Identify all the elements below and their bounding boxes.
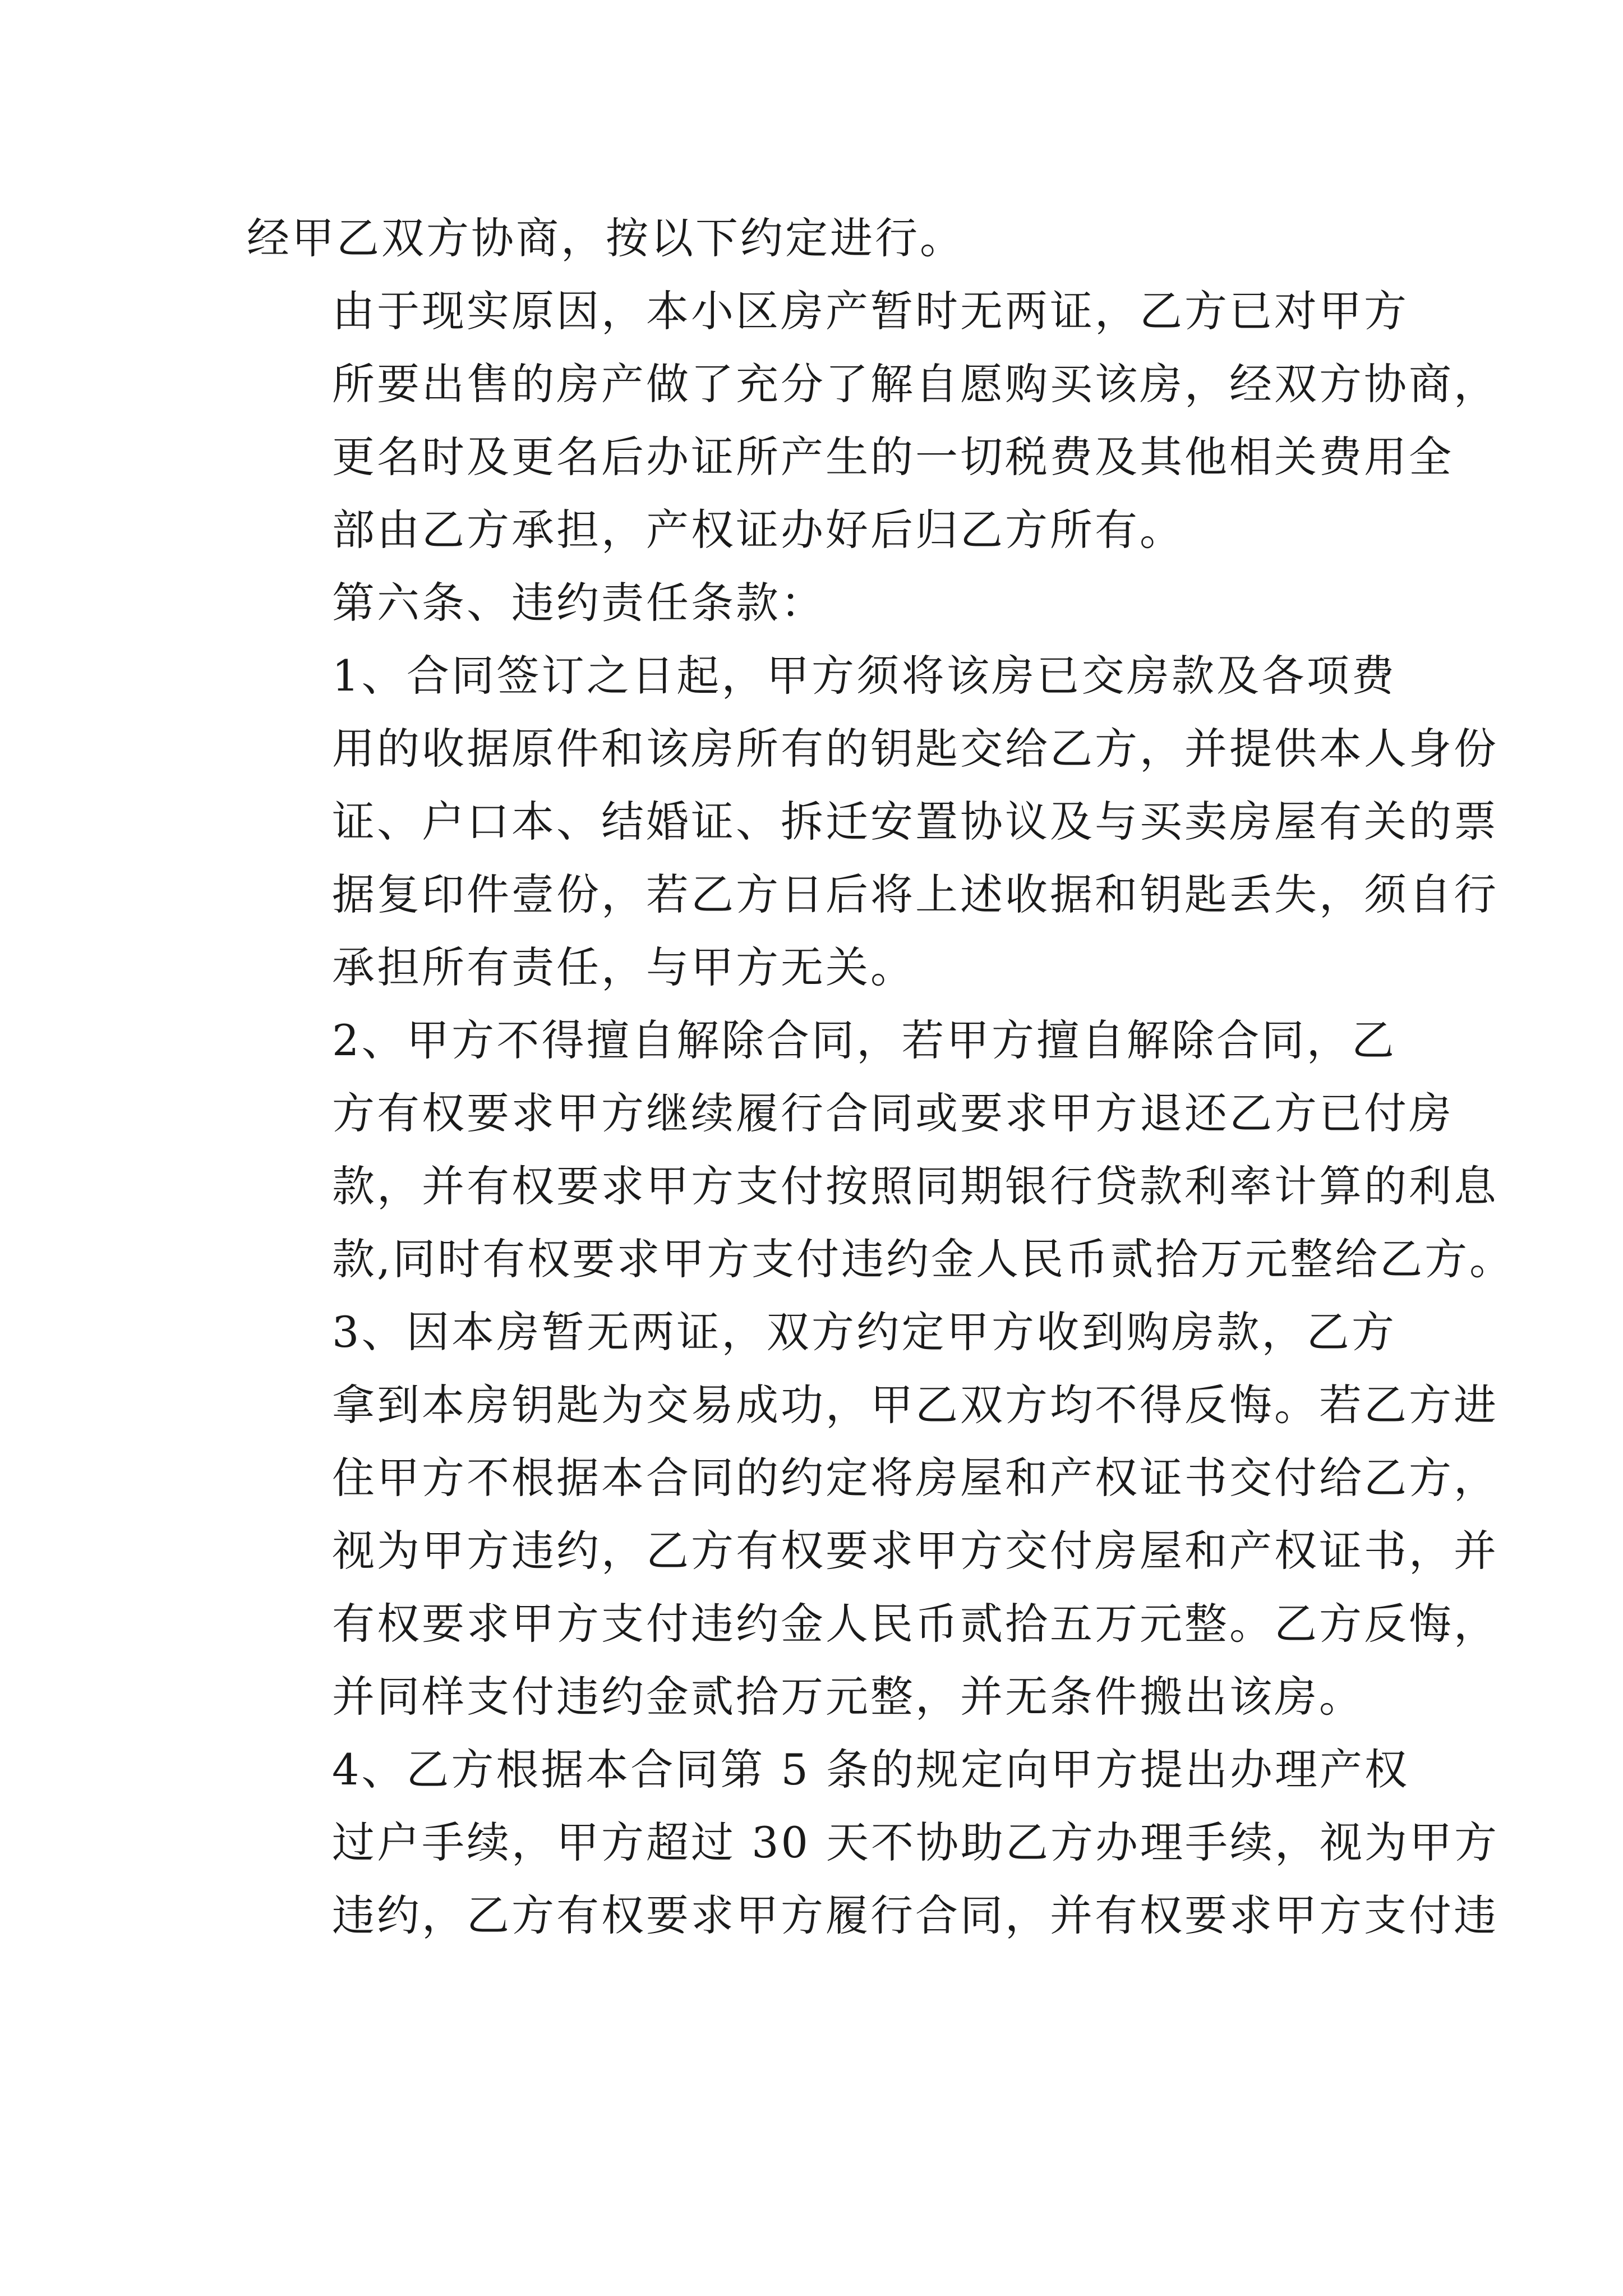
paragraph (247, 1004, 1515, 1296)
document-body (247, 202, 1515, 1952)
text-line: 用的收据原件和该房所有的钥匙交给乙方，并提供本人身份 (332, 724, 1498, 774)
text-line: 并同样支付违约金贰拾万元整，并无条件搬出该房。 (332, 1672, 1364, 1722)
text-line: 款,同时有权要求甲方支付违约金人民币贰拾万元整给乙方。 (332, 1234, 1515, 1284)
text-line: 第六条、违约责任条款： (332, 578, 826, 628)
paragraph (247, 567, 1396, 639)
text-line: 拿到本房钥匙为交易成功，甲乙双方均不得反悔。若乙方进 (332, 1380, 1498, 1430)
paragraph (247, 202, 1396, 275)
text-line: 部由乙方承担，产权证办好后归乙方所有。 (332, 505, 1184, 555)
text-line: 据复印件壹份，若乙方日后将上述收据和钥匙丢失，须自行 (332, 869, 1498, 919)
text-line: 3、因本房暂无两证，双方约定甲方收到购房款，乙方 (332, 1307, 1396, 1357)
text-line: 有权要求甲方支付违约金人民币贰拾五万元整。乙方反悔， (332, 1599, 1498, 1649)
text-line: 视为甲方违约，乙方有权要求甲方交付房屋和产权证书，并 (332, 1526, 1498, 1576)
text-line: 承担所有责任，与甲方无关。 (332, 942, 915, 992)
text-line: 过户手续，甲方超过 30 天不协助乙方办理手续，视为甲方 (332, 1818, 1500, 1867)
text-line: 经甲乙双方协商，按以下约定进行。 (247, 213, 965, 263)
text-line: 1、合同签订之日起，甲方须将该房已交房款及各项费 (332, 651, 1396, 701)
text-line: 方有权要求甲方继续履行合同或要求甲方退还乙方已付房 (332, 1088, 1454, 1138)
text-line: 违约，乙方有权要求甲方履行合同，并有权要求甲方支付违 (332, 1890, 1498, 1940)
paragraph (247, 275, 1498, 567)
text-line: 款，并有权要求甲方支付按照同期银行贷款利率计算的利息 (332, 1161, 1498, 1211)
paragraph (247, 639, 1498, 1004)
text-line: 更名时及更名后办证所产生的一切税费及其他相关费用全 (332, 432, 1454, 482)
text-line: 住甲方不根据本合同的约定将房屋和产权证书交付给乙方， (332, 1453, 1498, 1503)
text-line: 4、乙方根据本合同第 5 条的规定向甲方提出办理产权 (332, 1745, 1410, 1795)
text-line: 由于现实原因，本小区房产暂时无两证，乙方已对甲方 (332, 286, 1409, 336)
text-line: 2、甲方不得擅自解除合同，若甲方擅自解除合同，乙 (332, 1015, 1396, 1065)
text-line: 所要出售的房产做了充分了解自愿购买该房，经双方协商， (332, 359, 1498, 409)
paragraph (247, 1733, 1500, 1952)
paragraph (247, 1296, 1498, 1733)
text-line: 证、户口本、结婚证、拆迁安置协议及与买卖房屋有关的票 (332, 797, 1498, 846)
